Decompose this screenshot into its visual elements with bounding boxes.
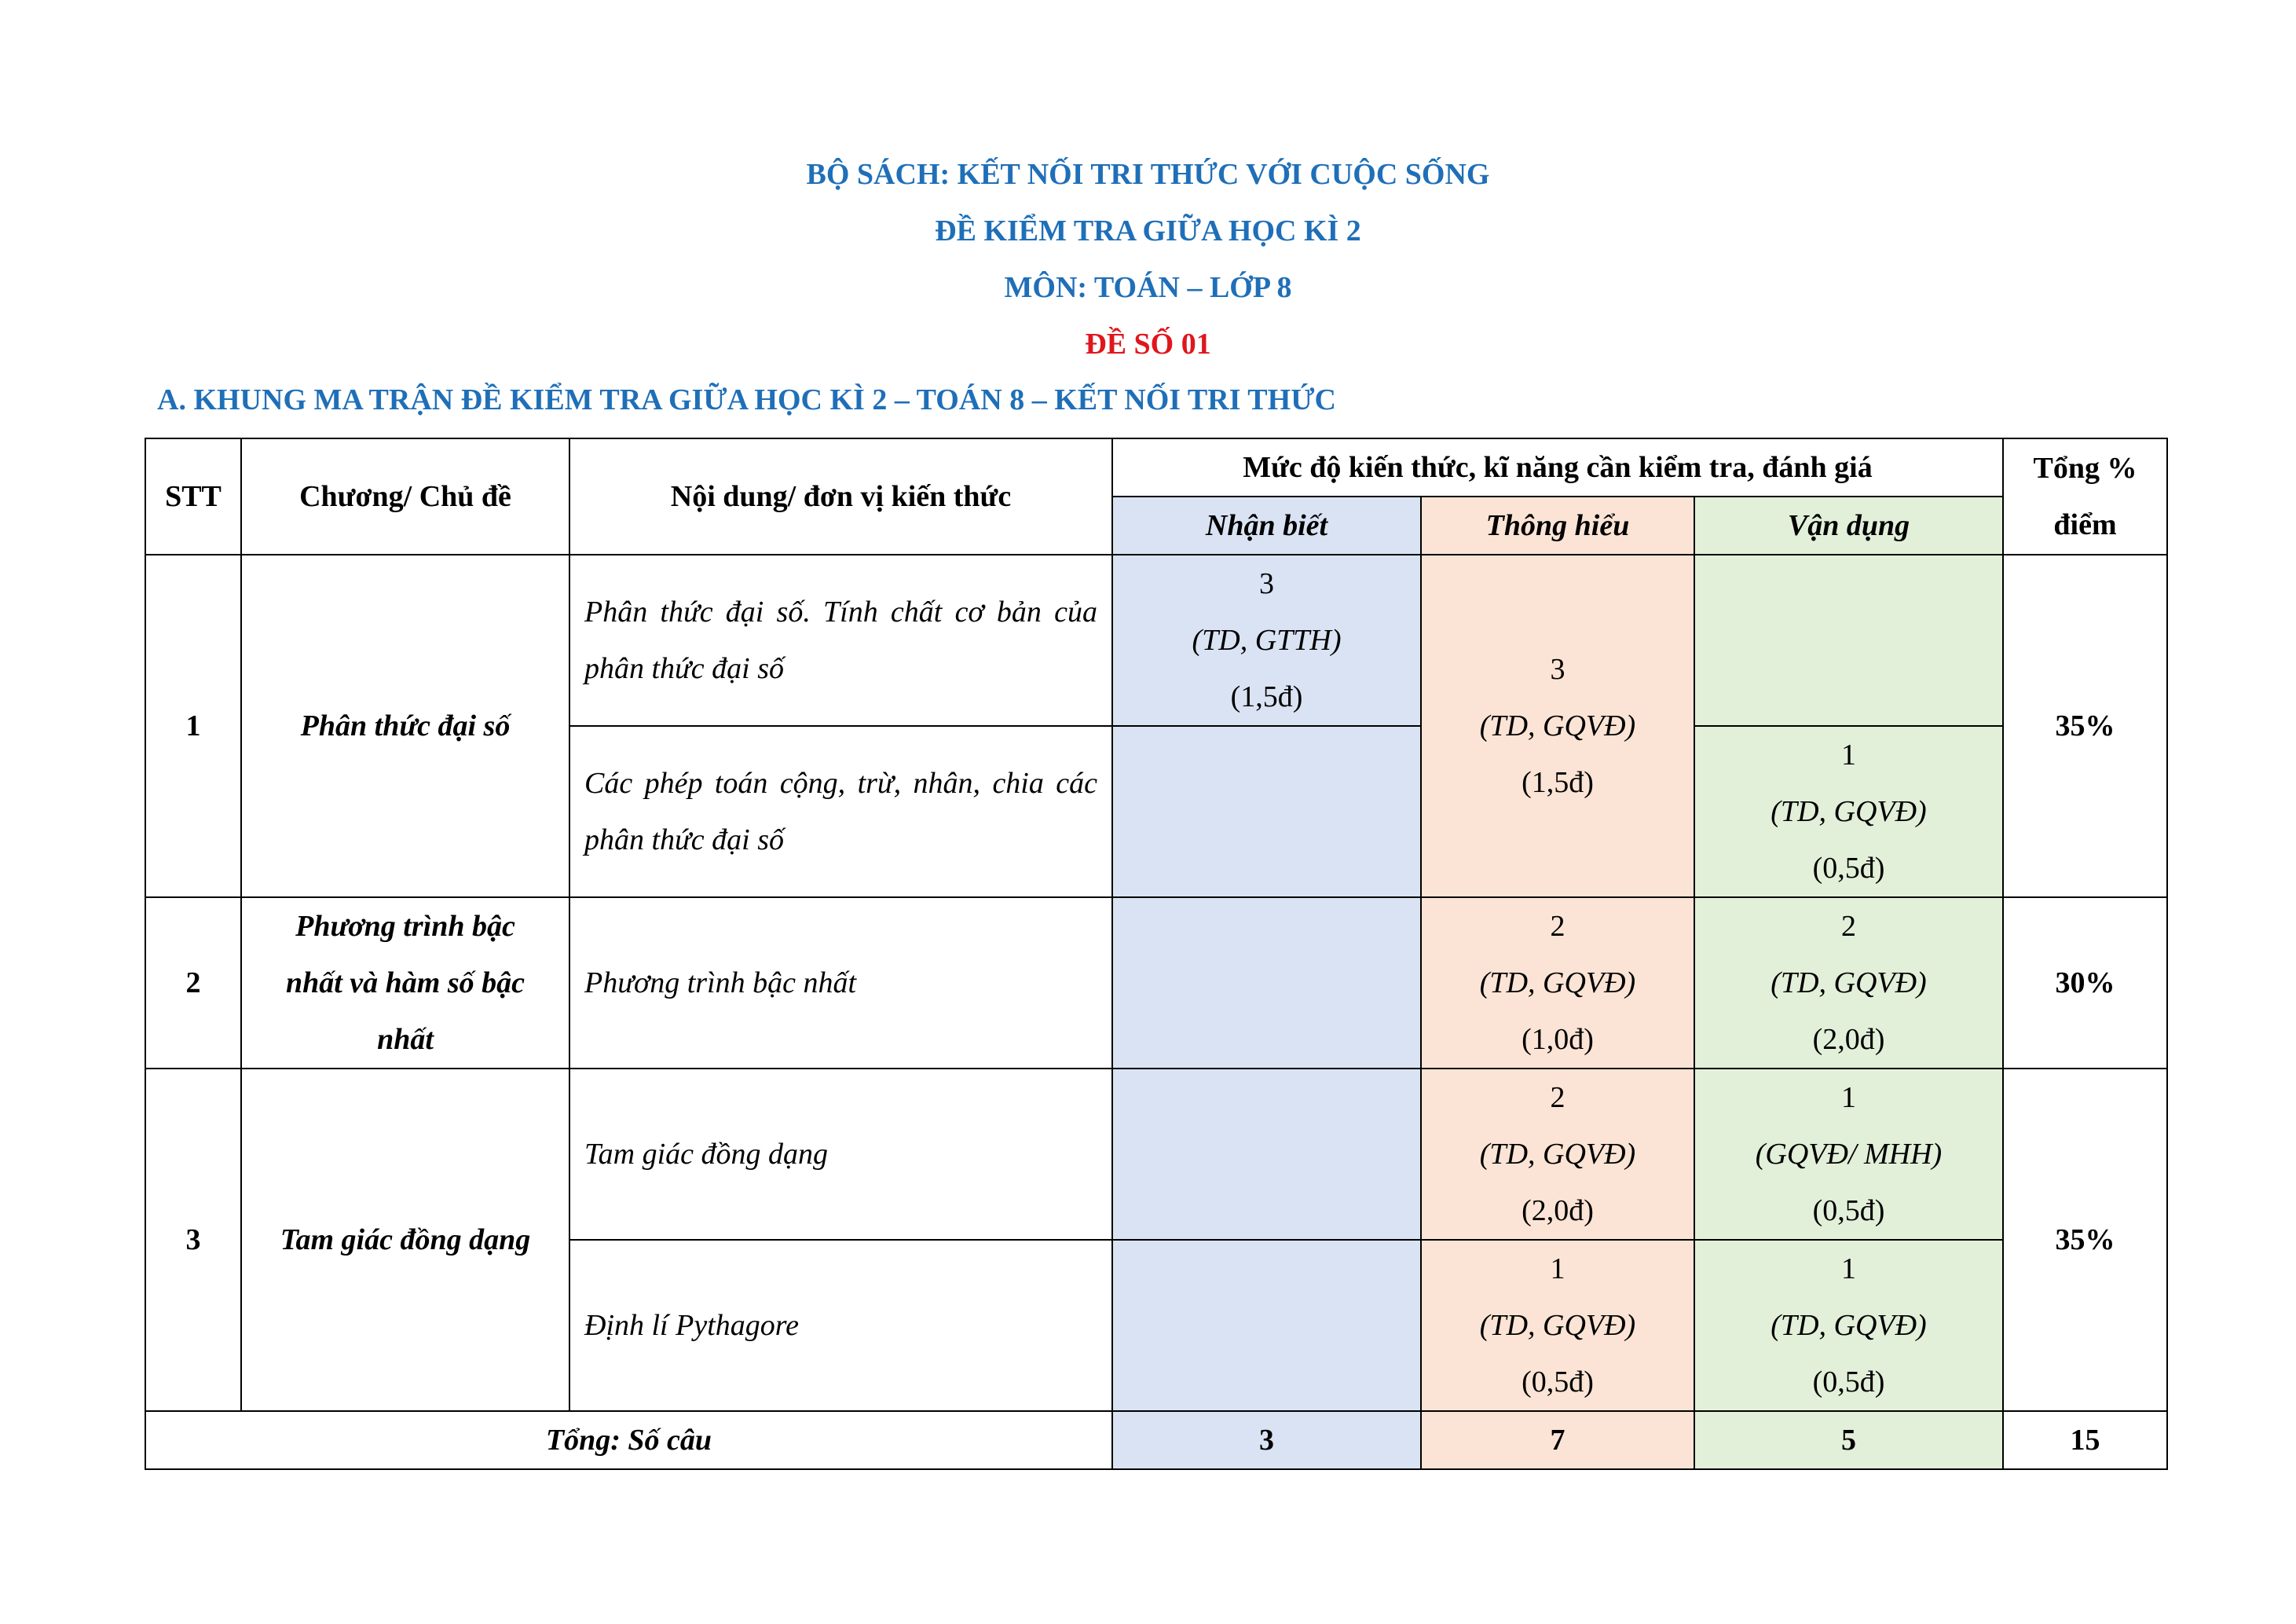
header-level-recognize: Nhận biết (1112, 497, 1421, 555)
header-total-line2: điểm (2053, 508, 2117, 541)
cell-count: 2 (1841, 910, 1856, 943)
cell-code: (TD, GQVĐ) (1479, 709, 1636, 742)
row-percent: 30% (2003, 897, 2167, 1069)
cell-recognize-empty (1112, 1069, 1421, 1240)
row-percent: 35% (2003, 1069, 2167, 1411)
cell-recognize (1112, 555, 1421, 726)
cell-count: 1 (1841, 1081, 1856, 1114)
cell-code: (TD, GTTH) (1192, 624, 1342, 657)
cell-count: 1 (1841, 1252, 1856, 1285)
cell-code: (TD, GQVĐ) (1771, 1309, 1927, 1342)
row-stt: 3 (145, 1069, 241, 1411)
chapter-line: Phương trình bậc (295, 910, 515, 943)
cell-apply (1694, 726, 2003, 897)
row-content: Các phép toán cộng, trừ, nhân, chia các phân thức đại số (569, 726, 1112, 897)
header-chapter: Chương/ Chủ đề (241, 438, 569, 555)
cell-understand (1421, 1069, 1694, 1240)
cell-points: (0,5đ) (1522, 1366, 1594, 1399)
cell-points: (2,0đ) (1812, 1023, 1885, 1056)
cell-points: (0,5đ) (1812, 1194, 1885, 1227)
row-chapter: Phân thức đại số (241, 555, 569, 897)
row-chapter: Tam giác đồng dạng (241, 1069, 569, 1411)
header-level-apply: Vận dụng (1694, 497, 2003, 555)
cell-count: 2 (1550, 910, 1565, 943)
cell-recognize-empty (1112, 897, 1421, 1069)
cell-apply (1694, 1069, 2003, 1240)
chapter-line: nhất và hàm số bậc (285, 966, 525, 999)
row-percent: 35% (2003, 555, 2167, 897)
exam-code: ĐỀ SỐ 01 (1085, 328, 1211, 361)
cell-count: 1 (1550, 1252, 1565, 1285)
cell-code: (TD, GQVĐ) (1479, 966, 1636, 999)
cell-code: (TD, GQVĐ) (1479, 1309, 1636, 1342)
cell-recognize-empty (1112, 1240, 1421, 1411)
row-content: Phương trình bậc nhất (569, 897, 1112, 1069)
cell-understand (1421, 897, 1694, 1069)
cell-code: (GQVĐ/ MHH) (1755, 1138, 1943, 1171)
header-total-percent (2003, 438, 2167, 555)
exam-matrix-table (145, 438, 2168, 1470)
footer-grand-total: 15 (2003, 1411, 2167, 1469)
cell-points: (2,0đ) (1522, 1194, 1594, 1227)
row-stt: 1 (145, 555, 241, 897)
cell-points: (1,5đ) (1230, 680, 1303, 713)
cell-count: 3 (1259, 567, 1274, 600)
cell-apply (1694, 1240, 2003, 1411)
cell-understand (1421, 1240, 1694, 1411)
cell-points: (1,0đ) (1522, 1023, 1594, 1056)
row-content: Tam giác đồng dạng (569, 1069, 1112, 1240)
chapter-line: nhất (377, 1023, 434, 1056)
row-content: Phân thức đại số. Tính chất cơ bản của phân thức đại số (569, 555, 1112, 726)
cell-points: (1,5đ) (1522, 766, 1594, 799)
row-chapter (241, 897, 569, 1069)
footer-understand-total: 7 (1421, 1411, 1694, 1469)
header-level-understand: Thông hiểu (1421, 497, 1694, 555)
footer-label: Tổng: Số câu (145, 1411, 1112, 1469)
section-title: A. KHUNG MA TRẬN ĐỀ KIỂM TRA GIỮA HỌC KÌ 2 – TOÁN 8 – KẾT NỐI TRI THỨC (157, 383, 1336, 416)
header-content: Nội dung/ đơn vị kiến thức (569, 438, 1112, 555)
cell-code: (TD, GQVĐ) (1771, 795, 1927, 828)
cell-points: (0,5đ) (1812, 1366, 1885, 1399)
row-content: Định lí Pythagore (569, 1240, 1112, 1411)
subject-grade: MÔN: TOÁN – LỚP 8 (1004, 271, 1292, 304)
exam-title: ĐỀ KIỂM TRA GIỮA HỌC KÌ 2 (935, 214, 1361, 247)
header-stt: STT (145, 438, 241, 555)
cell-apply-empty (1694, 555, 2003, 726)
book-series-title: BỘ SÁCH: KẾT NỐI TRI THỨC VỚI CUỘC SỐNG (806, 158, 1490, 191)
cell-understand (1421, 555, 1694, 897)
footer-recognize-total: 3 (1112, 1411, 1421, 1469)
header-level-group: Mức độ kiến thức, kĩ năng cần kiểm tra, đánh giá (1112, 438, 2003, 497)
row-stt: 2 (145, 897, 241, 1069)
cell-count: 3 (1550, 653, 1565, 686)
cell-apply (1694, 897, 2003, 1069)
cell-points: (0,5đ) (1812, 852, 1885, 885)
cell-recognize-empty (1112, 726, 1421, 897)
cell-count: 1 (1841, 739, 1856, 772)
cell-code: (TD, GQVĐ) (1479, 1138, 1636, 1171)
cell-count: 2 (1550, 1081, 1565, 1114)
header-total-line1: Tổng % (2033, 452, 2137, 485)
cell-code: (TD, GQVĐ) (1771, 966, 1927, 999)
footer-apply-total: 5 (1694, 1411, 2003, 1469)
